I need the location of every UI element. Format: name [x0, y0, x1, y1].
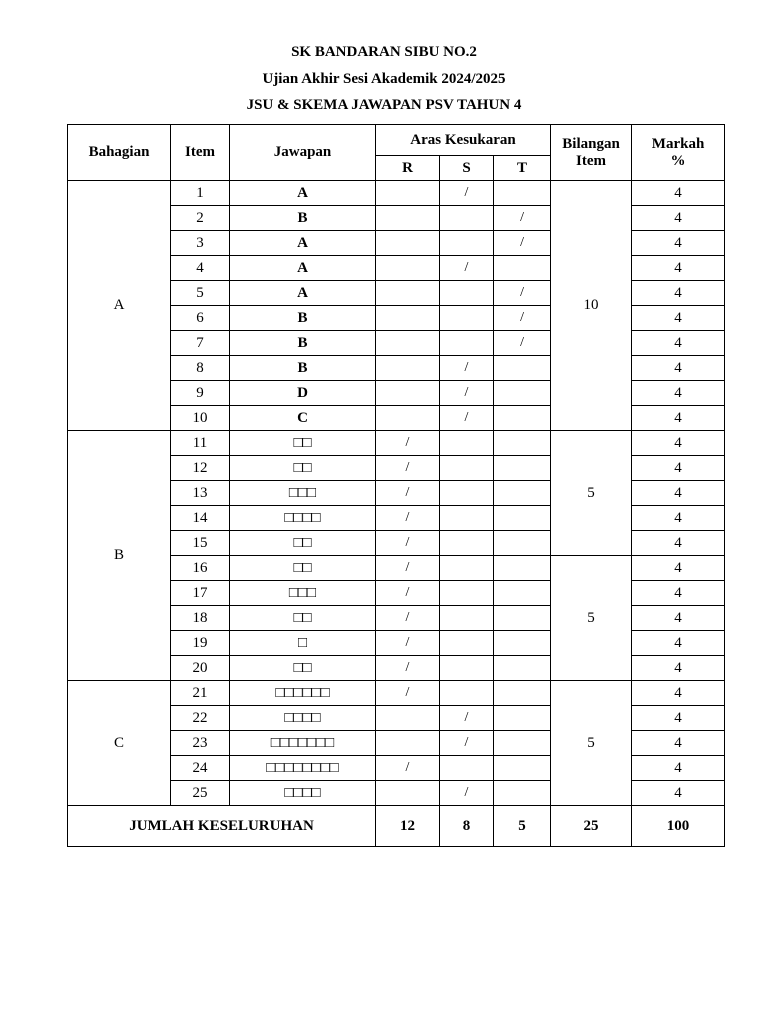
col-header-item: Item: [171, 125, 230, 181]
s-cell: [440, 681, 494, 706]
r-cell: /: [376, 581, 440, 606]
t-cell: [494, 256, 551, 281]
total-bilangan: 25: [551, 806, 632, 847]
s-cell: /: [440, 256, 494, 281]
s-cell: [440, 431, 494, 456]
r-cell: [376, 406, 440, 431]
jawapan-cell: B: [230, 356, 376, 381]
t-cell: [494, 481, 551, 506]
t-cell: [494, 531, 551, 556]
markah-cell: 4: [632, 506, 725, 531]
item-cell: 19: [171, 631, 230, 656]
item-cell: 8: [171, 356, 230, 381]
t-cell: [494, 706, 551, 731]
total-markah: 100: [632, 806, 725, 847]
item-cell: 9: [171, 381, 230, 406]
jawapan-cell: □□□□□□□: [230, 731, 376, 756]
t-cell: [494, 606, 551, 631]
jawapan-cell: □□□: [230, 481, 376, 506]
markah-cell: 4: [632, 681, 725, 706]
jawapan-cell: B: [230, 331, 376, 356]
t-cell: [494, 431, 551, 456]
r-cell: [376, 356, 440, 381]
markah-cell: 4: [632, 281, 725, 306]
item-cell: 17: [171, 581, 230, 606]
section-cell: C: [68, 681, 171, 806]
col-header-bilangan-item: [551, 125, 632, 181]
t-cell: /: [494, 331, 551, 356]
r-cell: /: [376, 656, 440, 681]
s-cell: /: [440, 181, 494, 206]
col-header-s: S: [440, 156, 494, 181]
s-cell: /: [440, 381, 494, 406]
r-cell: [376, 381, 440, 406]
col-header-markah-line2: %: [670, 152, 686, 169]
section-cell: A: [68, 181, 171, 431]
s-cell: /: [440, 406, 494, 431]
s-cell: [440, 506, 494, 531]
markah-cell: 4: [632, 431, 725, 456]
s-cell: /: [440, 731, 494, 756]
markah-cell: 4: [632, 331, 725, 356]
r-cell: [376, 256, 440, 281]
item-cell: 10: [171, 406, 230, 431]
s-cell: [440, 531, 494, 556]
item-cell: 11: [171, 431, 230, 456]
answer-scheme-table: [67, 124, 725, 847]
total-t: 5: [494, 806, 551, 847]
markah-cell: 4: [632, 481, 725, 506]
item-cell: 4: [171, 256, 230, 281]
markah-cell: 4: [632, 406, 725, 431]
s-cell: [440, 631, 494, 656]
item-cell: 15: [171, 531, 230, 556]
markah-cell: 4: [632, 381, 725, 406]
item-cell: 14: [171, 506, 230, 531]
markah-cell: 4: [632, 256, 725, 281]
item-cell: 25: [171, 781, 230, 806]
jawapan-cell: □□□□□□□□: [230, 756, 376, 781]
item-cell: 21: [171, 681, 230, 706]
r-cell: /: [376, 756, 440, 781]
markah-cell: 4: [632, 731, 725, 756]
col-header-jawapan: Jawapan: [230, 125, 376, 181]
bilangan-cell: 5: [551, 431, 632, 556]
t-cell: [494, 456, 551, 481]
s-cell: [440, 456, 494, 481]
r-cell: [376, 181, 440, 206]
item-cell: 16: [171, 556, 230, 581]
r-cell: /: [376, 481, 440, 506]
total-s: 8: [440, 806, 494, 847]
r-cell: [376, 281, 440, 306]
jawapan-cell: A: [230, 281, 376, 306]
markah-cell: 4: [632, 231, 725, 256]
bilangan-cell: 5: [551, 681, 632, 806]
document-title: JSU & SKEMA JAWAPAN PSV TAHUN 4: [246, 97, 522, 113]
t-cell: [494, 556, 551, 581]
item-cell: 18: [171, 606, 230, 631]
t-cell: [494, 631, 551, 656]
table-body: [68, 181, 725, 806]
t-cell: [494, 581, 551, 606]
item-cell: 5: [171, 281, 230, 306]
jawapan-cell: □□: [230, 556, 376, 581]
item-cell: 6: [171, 306, 230, 331]
s-cell: /: [440, 356, 494, 381]
school-name: SK BANDARAN SIBU NO.2: [291, 44, 477, 60]
table-row: [68, 431, 725, 456]
item-cell: 2: [171, 206, 230, 231]
exam-title: Ujian Akhir Sesi Akademik 2024/2025: [262, 71, 506, 87]
markah-cell: 4: [632, 181, 725, 206]
r-cell: [376, 731, 440, 756]
r-cell: /: [376, 456, 440, 481]
s-cell: /: [440, 706, 494, 731]
t-cell: /: [494, 206, 551, 231]
s-cell: [440, 556, 494, 581]
jawapan-cell: □□□□□□: [230, 681, 376, 706]
jawapan-cell: □□□□: [230, 506, 376, 531]
t-cell: /: [494, 231, 551, 256]
item-cell: 7: [171, 331, 230, 356]
jawapan-cell: □: [230, 631, 376, 656]
item-cell: 23: [171, 731, 230, 756]
r-cell: [376, 231, 440, 256]
t-cell: [494, 506, 551, 531]
col-header-markah-line1: Markah: [651, 135, 705, 152]
col-header-t: T: [494, 156, 551, 181]
r-cell: [376, 306, 440, 331]
jawapan-cell: B: [230, 306, 376, 331]
markah-cell: 4: [632, 356, 725, 381]
jawapan-cell: □□□□: [230, 706, 376, 731]
total-r: 12: [376, 806, 440, 847]
markah-cell: 4: [632, 306, 725, 331]
r-cell: [376, 706, 440, 731]
col-header-bilangan-line2: Item: [576, 152, 607, 169]
r-cell: /: [376, 531, 440, 556]
markah-cell: 4: [632, 756, 725, 781]
item-cell: 24: [171, 756, 230, 781]
t-cell: [494, 756, 551, 781]
r-cell: /: [376, 556, 440, 581]
s-cell: [440, 281, 494, 306]
s-cell: /: [440, 781, 494, 806]
item-cell: 3: [171, 231, 230, 256]
total-row: [68, 806, 725, 847]
markah-cell: 4: [632, 206, 725, 231]
r-cell: /: [376, 606, 440, 631]
item-cell: 13: [171, 481, 230, 506]
s-cell: [440, 206, 494, 231]
markah-cell: 4: [632, 606, 725, 631]
s-cell: [440, 656, 494, 681]
r-cell: /: [376, 431, 440, 456]
s-cell: [440, 606, 494, 631]
t-cell: [494, 781, 551, 806]
s-cell: [440, 331, 494, 356]
r-cell: [376, 206, 440, 231]
item-cell: 20: [171, 656, 230, 681]
item-cell: 12: [171, 456, 230, 481]
item-cell: 1: [171, 181, 230, 206]
jawapan-cell: □□□: [230, 581, 376, 606]
markah-cell: 4: [632, 656, 725, 681]
jawapan-cell: □□: [230, 531, 376, 556]
jawapan-cell: C: [230, 406, 376, 431]
markah-cell: 4: [632, 781, 725, 806]
bilangan-cell: 5: [551, 556, 632, 681]
jawapan-cell: □□: [230, 431, 376, 456]
t-cell: [494, 406, 551, 431]
t-cell: /: [494, 306, 551, 331]
r-cell: [376, 781, 440, 806]
jawapan-cell: B: [230, 206, 376, 231]
t-cell: [494, 681, 551, 706]
t-cell: /: [494, 281, 551, 306]
jawapan-cell: □□: [230, 456, 376, 481]
bilangan-cell: 10: [551, 181, 632, 431]
s-cell: [440, 231, 494, 256]
col-header-markah: [632, 125, 725, 181]
markah-cell: 4: [632, 531, 725, 556]
jawapan-cell: □□: [230, 656, 376, 681]
markah-cell: 4: [632, 456, 725, 481]
col-header-bilangan-line1: Bilangan: [562, 135, 620, 152]
r-cell: /: [376, 681, 440, 706]
markah-cell: 4: [632, 556, 725, 581]
s-cell: [440, 306, 494, 331]
jawapan-cell: A: [230, 181, 376, 206]
col-header-r: R: [376, 156, 440, 181]
markah-cell: 4: [632, 706, 725, 731]
total-label: JUMLAH KESELURUHAN: [68, 806, 376, 847]
jawapan-cell: A: [230, 231, 376, 256]
markah-cell: 4: [632, 631, 725, 656]
jawapan-cell: D: [230, 381, 376, 406]
t-cell: [494, 381, 551, 406]
table-row: [68, 181, 725, 206]
section-cell: B: [68, 431, 171, 681]
s-cell: [440, 581, 494, 606]
t-cell: [494, 656, 551, 681]
t-cell: [494, 731, 551, 756]
jawapan-cell: A: [230, 256, 376, 281]
r-cell: [376, 331, 440, 356]
table-row: [68, 681, 725, 706]
markah-cell: 4: [632, 581, 725, 606]
col-header-bahagian: Bahagian: [68, 125, 171, 181]
col-header-aras-kesukaran: Aras Kesukaran: [376, 125, 551, 156]
jawapan-cell: □□□□: [230, 781, 376, 806]
t-cell: [494, 356, 551, 381]
item-cell: 22: [171, 706, 230, 731]
s-cell: [440, 481, 494, 506]
t-cell: [494, 181, 551, 206]
r-cell: /: [376, 631, 440, 656]
jawapan-cell: □□: [230, 606, 376, 631]
r-cell: /: [376, 506, 440, 531]
s-cell: [440, 756, 494, 781]
